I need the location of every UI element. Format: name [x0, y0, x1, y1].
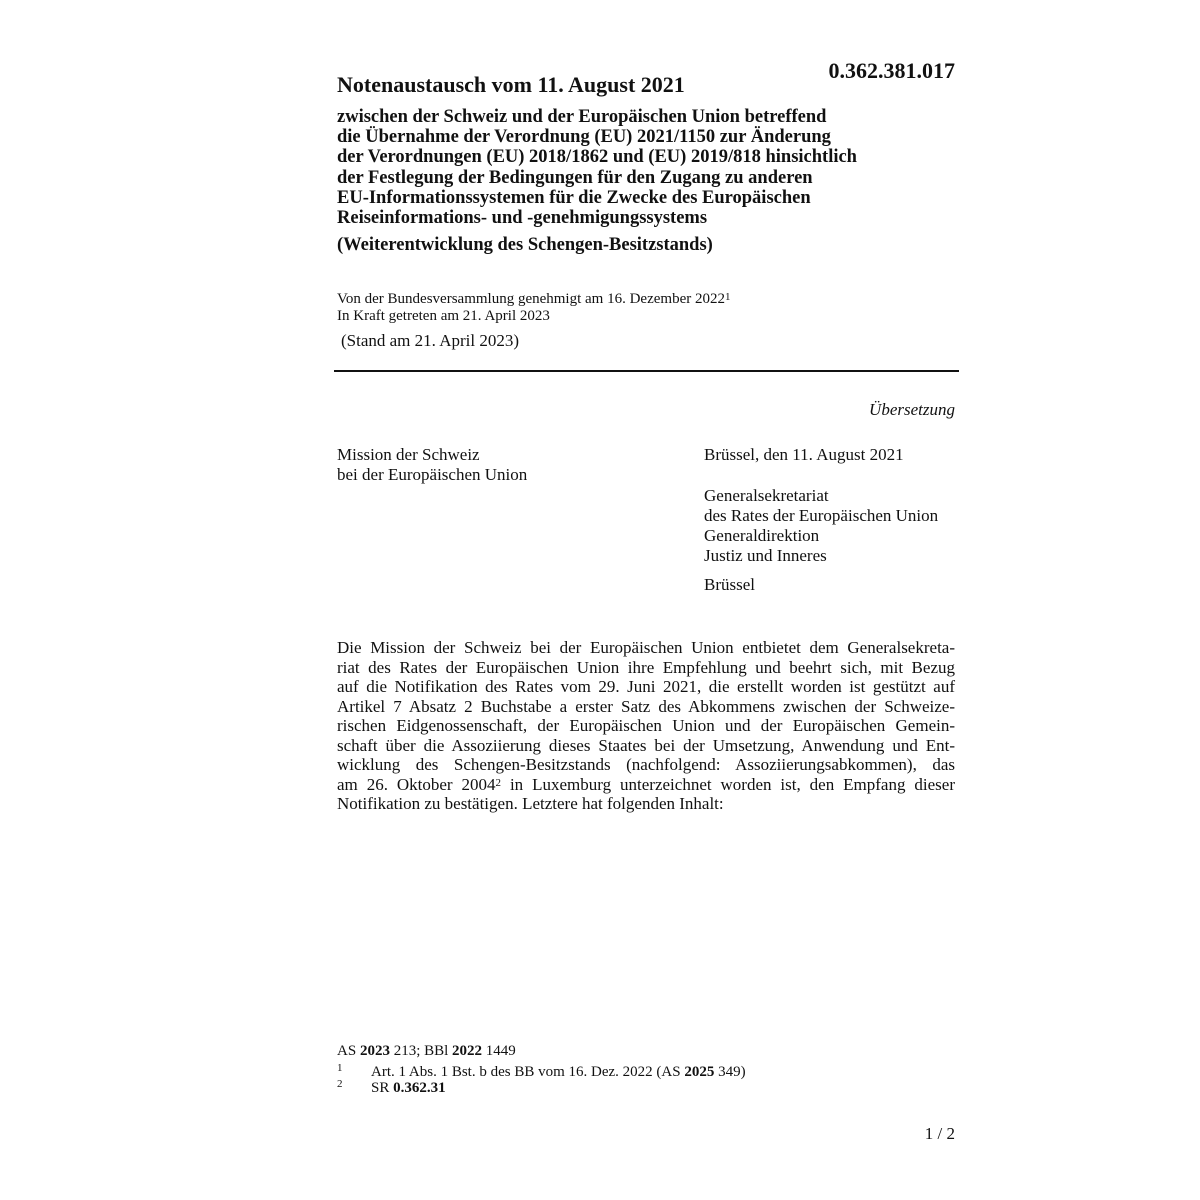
- header-divider: [334, 370, 959, 372]
- footnote-text: [371, 1064, 746, 1081]
- body-line: auf die Notifikation des Rates vom 29. Juni 2021, die erstellt worden ist gestützt auf: [337, 677, 955, 696]
- in-force-text: In Kraft getreten am 21. April 2023: [337, 307, 550, 324]
- recipient-line: des Rates der Europäischen Union: [704, 506, 939, 525]
- footnote-text-part: Art. 1 Abs. 1 Bst. b des BB vom 16. Dez. 2022 (AS: [371, 1064, 685, 1080]
- sender-address: [337, 445, 527, 485]
- body-line: rischen Eidgenossenschaft, der Europäischen Union und der Europäischen Gemein-: [337, 716, 955, 735]
- footnote-text: [371, 1080, 446, 1097]
- document-subtitle-schengen: (Weiterentwicklung des Schengen-Besitzstands): [337, 235, 713, 255]
- subtitle-line: der Festlegung der Bedingungen für den Zugang zu anderen: [337, 167, 813, 188]
- ref-end: 1449: [482, 1043, 516, 1059]
- body-paragraph: [337, 638, 955, 814]
- body-line-part: in Luxemburg unterzeichnet worden ist, den Empfang dieser: [501, 774, 955, 794]
- body-line: Artikel 7 Absatz 2 Buchstabe a erster Satz des Abkommens zwischen der Schweize-: [337, 696, 955, 716]
- body-line: wicklung des Schengen-Besitzstands (nachfolgend: Assoziierungsabkommen), das: [337, 755, 955, 774]
- subtitle-line: Reiseinformations- und -genehmigungssystems: [337, 208, 708, 229]
- sr-number: 0.362.381.017: [828, 58, 955, 83]
- approval-text: Von der Bundesversammlung genehmigt am 16. Dezember 2022: [337, 291, 725, 307]
- footnote-text-part: SR: [371, 1080, 394, 1096]
- footnote-ref-2[interactable]: 2: [495, 776, 502, 789]
- recipient-line: Generalsekretariat: [704, 486, 829, 505]
- footnote-number: 2: [337, 1078, 343, 1090]
- body-line: riat des Rates der Europäischen Union ihre Empfehlung und beehrt sich, mit Bezug: [337, 657, 955, 677]
- body-line: schaft über die Assoziierung dieses Staates bei der Umsetzung, Anwendung und Ent-: [337, 735, 955, 755]
- ref-mid: 213; BBl: [389, 1043, 453, 1059]
- document-subtitle: [337, 107, 977, 228]
- footnote-link-sr[interactable]: 0.362.31: [393, 1080, 446, 1096]
- footnote-number: 1: [337, 1062, 343, 1074]
- approval-info: [337, 291, 730, 324]
- ref-year-bbl: 2022: [452, 1043, 483, 1059]
- subtitle-line: zwischen der Schweiz und der Europäischen Union betreffend: [337, 107, 827, 127]
- body-line: [337, 775, 955, 795]
- status-date: (Stand am 21. April 2023): [341, 331, 520, 350]
- recipient-city: Brüssel: [704, 575, 755, 594]
- body-line: Notifikation zu bestätigen. Letztere hat folgenden Inhalt:: [337, 794, 724, 813]
- footnote-ref-1[interactable]: 1: [724, 291, 731, 303]
- recipient-address: [704, 486, 938, 566]
- subtitle-line: EU-Informationssystemen für die Zwecke des Europäischen: [337, 187, 811, 208]
- official-reference: [337, 1043, 516, 1060]
- ref-prefix: AS: [337, 1043, 360, 1059]
- place-date: Brüssel, den 11. August 2021: [704, 445, 904, 464]
- sender-line: bei der Europäischen Union: [337, 465, 528, 484]
- subtitle-line: der Verordnungen (EU) 2018/1862 und (EU) 2019/818 hinsichtlich: [337, 147, 857, 168]
- recipient-line: Justiz und Inneres: [704, 546, 827, 565]
- translation-label: Übersetzung: [869, 400, 955, 419]
- subtitle-line: die Übernahme der Verordnung (EU) 2021/1150 zur Änderung: [337, 127, 831, 148]
- footnote-text-part: 349): [714, 1064, 746, 1080]
- sender-line: Mission der Schweiz: [337, 445, 480, 464]
- body-line-part: am 26. Oktober 2004: [337, 774, 496, 794]
- document-title: Notenaustausch vom 11. August 2021: [337, 72, 685, 97]
- footnote-bold: 2025: [684, 1064, 715, 1080]
- body-line: Die Mission der Schweiz bei der Europäischen Union entbietet dem Generalsekreta-: [337, 638, 955, 657]
- recipient-line: Generaldirektion: [704, 526, 820, 545]
- page-number: 1 / 2: [924, 1124, 955, 1143]
- ref-year-as: 2023: [359, 1043, 390, 1059]
